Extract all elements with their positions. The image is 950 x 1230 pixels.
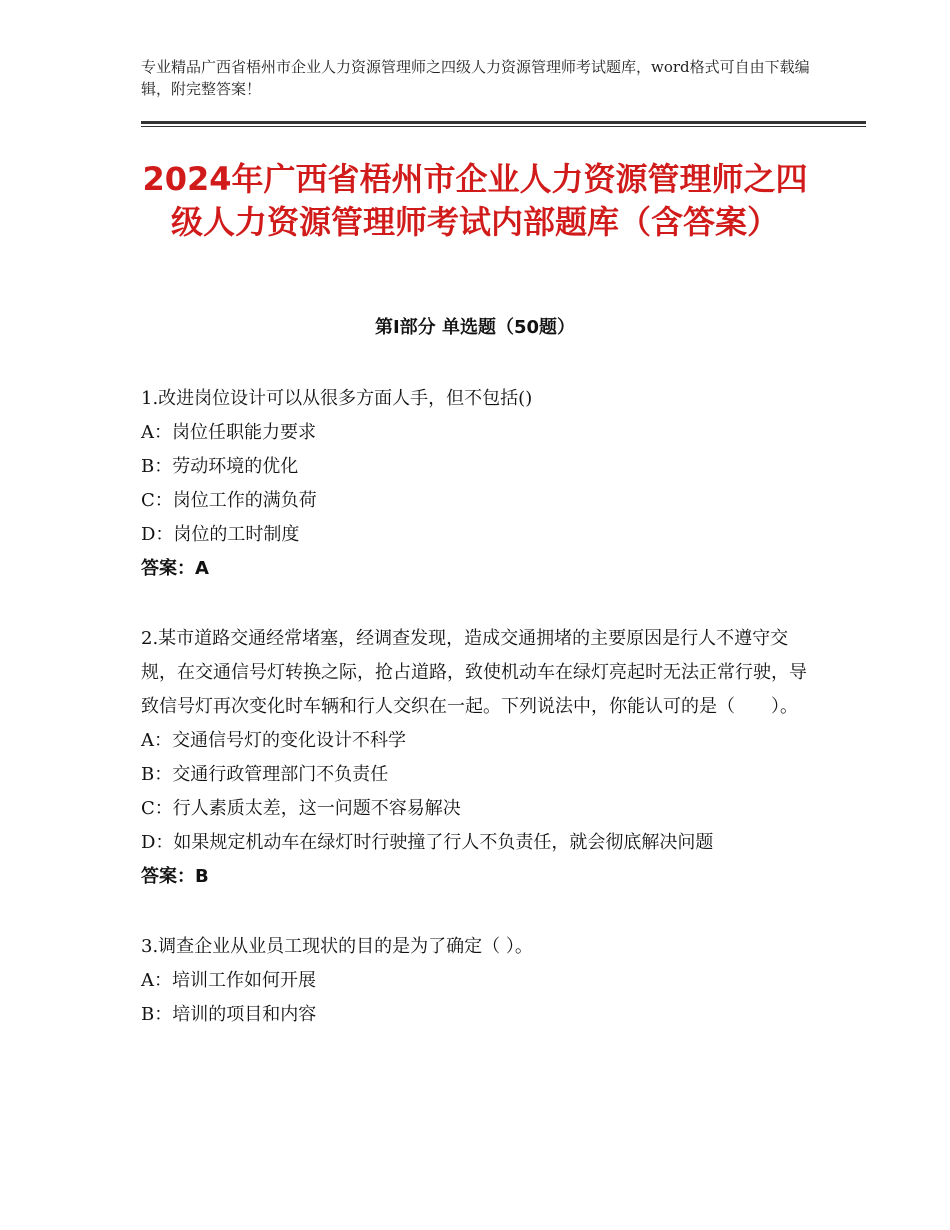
question-3 [141,930,809,1032]
option-a: A：岗位任职能力要求 [141,422,316,443]
section-heading: 第Ⅰ部分 单选题（50题） [374,317,575,338]
option-a: A：培训工作如何开展 [141,970,316,991]
option-b: B：交通行政管理部门不负责任 [141,764,389,785]
question-1 [141,382,809,586]
question-stem: 2.某市道路交通经常堵塞，经调查发现，造成交通拥堵的主要原因是行人不遵守交规，在交通信号灯转换之际，抢占道路，致使机动车在绿灯亮起时无法正常行驶，导致信号灯再次变化时车辆和行人交织在一起。下列说法中，你能认可的是（ ）。 [141,628,807,717]
option-a: A：交通信号灯的变化设计不科学 [141,730,406,751]
header-rule-thick [141,121,866,124]
option-d: D：岗位的工时制度 [141,524,300,545]
answer-line: 答案：B [141,866,209,887]
question-stem: 1.改进岗位设计可以从很多方面人手，但不包括() [141,388,533,409]
option-b: B：培训的项目和内容 [141,1004,317,1025]
question-list [141,382,809,1068]
option-b: B：劳动环境的优化 [141,456,299,477]
option-c: C：岗位工作的满负荷 [141,490,317,511]
question-stem: 3.调查企业从业员工现状的目的是为了确定（ ）。 [141,936,533,957]
question-2 [141,622,809,894]
option-d: D：如果规定机动车在绿灯时行驶撞了行人不负责任，就会彻底解决问题 [141,832,714,853]
option-c: C：行人素质太差，这一问题不容易解决 [141,798,461,819]
header-note: 专业精品广西省梧州市企业人力资源管理师之四级人力资源管理师考试题库，word格式可自由下载编辑，附完整答案！ [141,58,810,98]
document-title: 2024年广西省梧州市企业人力资源管理师之四级人力资源管理师考试内部题库（含答案） [142,160,808,241]
answer-line: 答案：A [141,558,209,579]
header-rule-thin [141,126,866,127]
